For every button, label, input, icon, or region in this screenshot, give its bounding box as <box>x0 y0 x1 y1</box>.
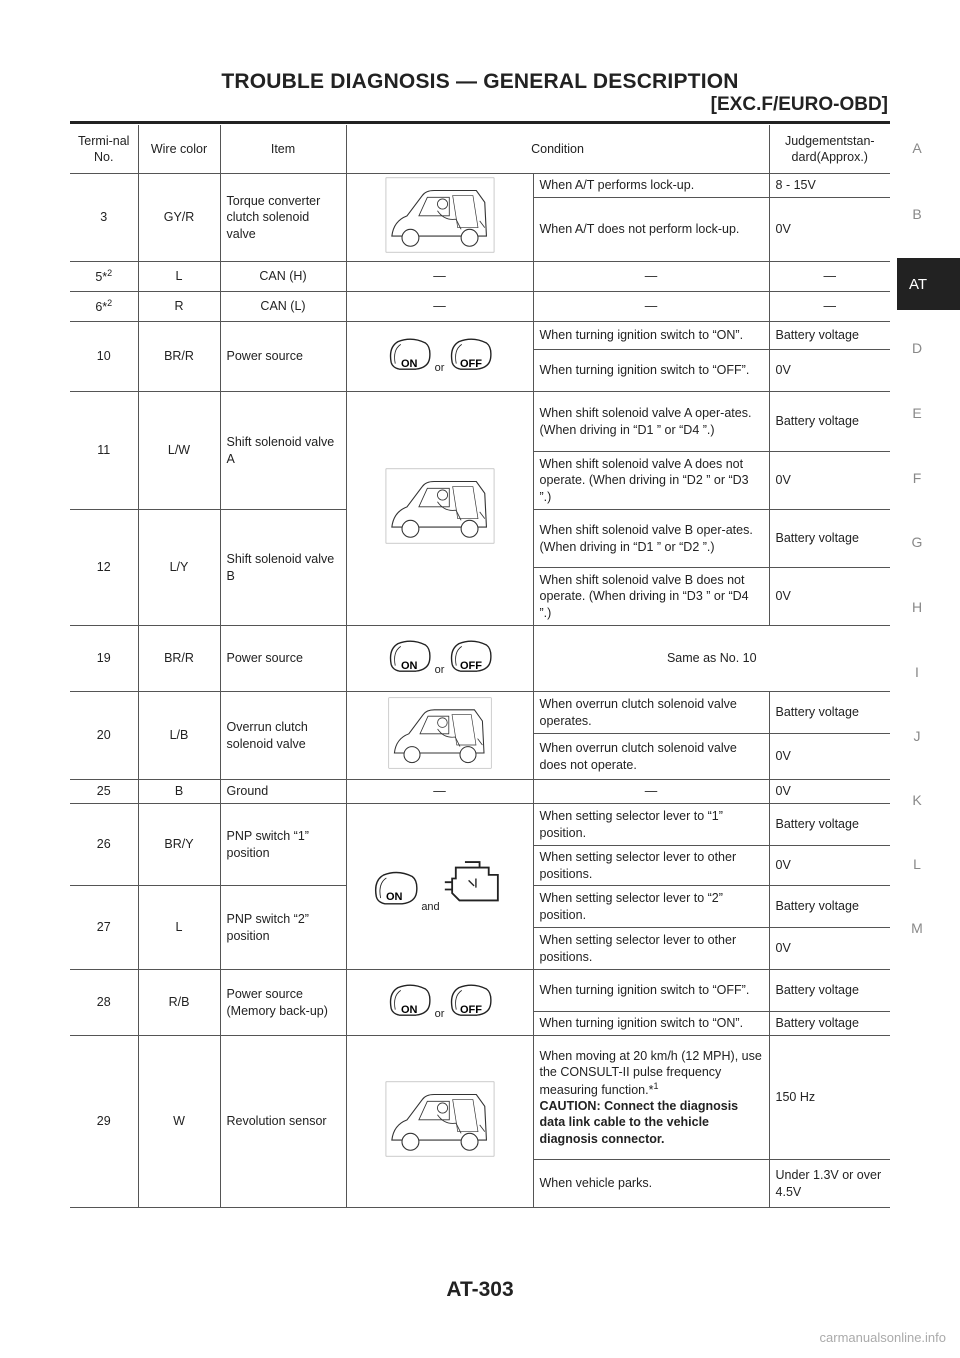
cell-terminal <box>70 292 138 322</box>
key-off-icon <box>448 337 492 371</box>
cell-illustration-dash: — <box>346 292 533 322</box>
sidebar-letter-j[interactable]: J <box>913 728 921 744</box>
table-row <box>70 780 890 804</box>
key-off-label: OFF <box>459 358 482 371</box>
cell-item: PNP switch “2” position <box>220 886 346 970</box>
cell-wire-color: L <box>138 262 220 292</box>
table-row <box>70 692 890 734</box>
table-row <box>70 174 890 198</box>
table-row <box>70 392 890 452</box>
sidebar-letter-h[interactable]: H <box>911 599 923 615</box>
ignition-key-illustration <box>346 626 533 692</box>
cell-item: CAN (H) <box>220 262 346 292</box>
ignition-key-illustration <box>346 970 533 1036</box>
cell-judgement: — <box>769 262 890 292</box>
cell-terminal: 3 <box>70 174 138 262</box>
cell-wire-color: R/B <box>138 970 220 1036</box>
cell-judgement: Battery voltage <box>769 804 890 846</box>
sidebar-letter-at-active[interactable]: AT <box>897 258 960 310</box>
cell-terminal: 11 <box>70 392 138 510</box>
cell-judgement: Battery voltage <box>769 1012 890 1036</box>
cell-item: Torque converter clutch solenoid valve <box>220 174 346 262</box>
car-illustration <box>346 174 533 262</box>
cell-judgement: Battery voltage <box>769 970 890 1012</box>
engine-icon <box>443 858 507 910</box>
cell-condition: When shift solenoid valve A does not operate. (When driving in “D2 ” or “D3 ”.) <box>533 452 769 510</box>
cell-terminal: 20 <box>70 692 138 780</box>
key-off-label: OFF <box>459 660 482 673</box>
cell-wire-color: L/W <box>138 392 220 510</box>
cell-condition: When shift solenoid valve B oper-ates. (When driving in “D1 ” or “D2 ”.) <box>533 510 769 568</box>
cell-wire-color: B <box>138 780 220 804</box>
table-row <box>70 292 890 322</box>
key-on-icon <box>387 337 431 371</box>
cell-condition <box>533 1036 769 1160</box>
cell-judgement: Under 1.3V or over 4.5V <box>769 1160 890 1208</box>
sidebar-letter-l[interactable]: L <box>913 856 921 872</box>
cell-terminal: 27 <box>70 886 138 970</box>
table-row <box>70 970 890 1012</box>
car-illustration <box>346 692 533 780</box>
cell-condition: When setting selector lever to other positions. <box>533 846 769 886</box>
table-row <box>70 1036 890 1160</box>
cell-condition: — <box>533 292 769 322</box>
cell-wire-color: L/Y <box>138 510 220 626</box>
car-illustration <box>346 392 533 626</box>
cell-terminal: 29 <box>70 1036 138 1208</box>
footnote-mark: 1 <box>653 1080 659 1091</box>
cell-judgement: 0V <box>769 780 890 804</box>
footnote-mark: 2 <box>107 267 113 278</box>
cell-condition: When setting selector lever to “2” position. <box>533 886 769 928</box>
table-header-row <box>70 125 890 174</box>
cell-illustration-dash: — <box>346 780 533 804</box>
key-off-label: OFF <box>459 1004 482 1017</box>
header-rule <box>70 121 890 124</box>
cell-wire-color: L/B <box>138 692 220 780</box>
car-illustration <box>346 1036 533 1208</box>
key-off-icon <box>448 983 492 1017</box>
terminal-number: 5* <box>95 269 108 284</box>
page-number: AT-303 <box>446 1278 514 1301</box>
cell-terminal: 28 <box>70 970 138 1036</box>
cell-condition: Same as No. 10 <box>533 626 890 692</box>
cell-wire-color: BR/R <box>138 626 220 692</box>
cell-judgement: 0V <box>769 198 890 262</box>
cell-terminal <box>70 262 138 292</box>
header-terminal: Termi-nal No. <box>70 125 138 174</box>
cell-item: Overrun clutch solenoid valve <box>220 692 346 780</box>
cell-terminal: 25 <box>70 780 138 804</box>
cell-judgement: Battery voltage <box>769 510 890 568</box>
cell-judgement: Battery voltage <box>769 322 890 350</box>
cell-judgement: 0V <box>769 928 890 970</box>
cell-condition: When turning ignition switch to “ON”. <box>533 1012 769 1036</box>
cell-condition: — <box>533 780 769 804</box>
sidebar-letter-g[interactable]: G <box>911 534 923 550</box>
cell-item: Ground <box>220 780 346 804</box>
cell-wire-color: BR/R <box>138 322 220 392</box>
cell-wire-color: L <box>138 886 220 970</box>
cell-terminal: 19 <box>70 626 138 692</box>
sidebar-letter-f[interactable]: F <box>912 470 922 486</box>
key-and-engine-illustration <box>346 804 533 970</box>
key-on-label: ON <box>385 891 403 904</box>
sidebar-letter-e[interactable]: E <box>912 405 922 421</box>
cell-item: Revolution sensor <box>220 1036 346 1208</box>
cell-condition: When setting selector lever to other positions. <box>533 928 769 970</box>
cell-condition: — <box>533 262 769 292</box>
cell-item: PNP switch “1” position <box>220 804 346 886</box>
sidebar-letter-a[interactable]: A <box>912 140 922 156</box>
cell-terminal: 12 <box>70 510 138 626</box>
key-on-label: ON <box>401 660 418 673</box>
cell-condition: When shift solenoid valve B does not operate. (When driving in “D3 ” or “D4 ”.) <box>533 568 769 626</box>
cell-item: Power source <box>220 322 346 392</box>
table-row <box>70 262 890 292</box>
cell-condition: When A/T performs lock-up. <box>533 174 769 198</box>
cell-terminal: 26 <box>70 804 138 886</box>
cell-judgement: — <box>769 292 890 322</box>
sidebar-letter-d[interactable]: D <box>911 340 923 356</box>
page-title: TROUBLE DIAGNOSIS — GENERAL DESCRIPTION <box>221 70 739 93</box>
cell-judgement: 8 - 15V <box>769 174 890 198</box>
cell-condition: When turning ignition switch to “OFF”. <box>533 350 769 392</box>
cell-illustration-dash: — <box>346 262 533 292</box>
cell-terminal: 10 <box>70 322 138 392</box>
cell-item: Shift solenoid valve B <box>220 510 346 626</box>
cell-condition: When overrun clutch solenoid valve operates. <box>533 692 769 734</box>
footnote-mark: 2 <box>107 297 113 308</box>
cell-wire-color: GY/R <box>138 174 220 262</box>
and-label: and <box>421 901 440 914</box>
ignition-key-illustration <box>346 322 533 392</box>
cell-judgement: 0V <box>769 734 890 780</box>
key-on-icon <box>387 639 431 673</box>
sidebar-letter-b[interactable]: B <box>912 206 922 222</box>
cell-wire-color: R <box>138 292 220 322</box>
cell-judgement: 0V <box>769 568 890 626</box>
terminal-table <box>70 125 890 1208</box>
table-row <box>70 626 890 692</box>
cell-condition: When vehicle parks. <box>533 1160 769 1208</box>
cell-item: CAN (L) <box>220 292 346 322</box>
sidebar-letter-k[interactable]: K <box>912 792 922 808</box>
cell-judgement: 0V <box>769 452 890 510</box>
sidebar-letter-m[interactable]: M <box>911 920 923 936</box>
header-condition: Condition <box>346 125 769 174</box>
cell-judgement: Battery voltage <box>769 392 890 452</box>
or-label: or <box>434 1008 445 1021</box>
header-item: Item <box>220 125 346 174</box>
cell-judgement: 0V <box>769 350 890 392</box>
sidebar-letter-i[interactable]: I <box>915 664 919 680</box>
key-on-label: ON <box>401 1004 418 1017</box>
cell-wire-color: W <box>138 1036 220 1208</box>
cell-judgement: 150 Hz <box>769 1036 890 1160</box>
watermark: carmanualsonline.info <box>819 1330 946 1345</box>
key-on-label: ON <box>401 358 418 371</box>
table-row <box>70 804 890 846</box>
cell-item: Power source (Memory back-up) <box>220 970 346 1036</box>
cell-judgement: 0V <box>769 846 890 886</box>
cell-condition: When shift solenoid valve A oper-ates. (When driving in “D1 ” or “D4 ”.) <box>533 392 769 452</box>
cell-item: Power source <box>220 626 346 692</box>
cell-judgement: Battery voltage <box>769 886 890 928</box>
cell-condition: When turning ignition switch to “ON”. <box>533 322 769 350</box>
header-wire-color: Wire color <box>138 125 220 174</box>
cell-item: Shift solenoid valve A <box>220 392 346 510</box>
condition-text: When moving at 20 km/h (12 MPH), use the CONSULT-II pulse frequency measuring function.* <box>539 1049 762 1097</box>
key-on-icon <box>372 866 418 910</box>
cell-condition: When setting selector lever to “1” position. <box>533 804 769 846</box>
caution-text: CAUTION: Connect the diagnosis data link cable to the vehicle diagnosis connector. <box>539 1099 739 1146</box>
key-off-icon <box>448 639 492 673</box>
page-subtitle: [EXC.F/EURO-OBD] <box>710 94 888 115</box>
cell-wire-color: BR/Y <box>138 804 220 886</box>
or-label: or <box>434 664 445 677</box>
or-label: or <box>434 362 445 375</box>
key-on-icon <box>387 983 431 1017</box>
header-judgement: Judgementstan-dard(Approx.) <box>769 125 890 174</box>
cell-condition: When turning ignition switch to “OFF”. <box>533 970 769 1012</box>
cell-condition: When overrun clutch solenoid valve does not operate. <box>533 734 769 780</box>
cell-judgement: Battery voltage <box>769 692 890 734</box>
table-row <box>70 322 890 350</box>
terminal-number: 6* <box>95 299 108 314</box>
cell-condition: When A/T does not perform lock-up. <box>533 198 769 262</box>
